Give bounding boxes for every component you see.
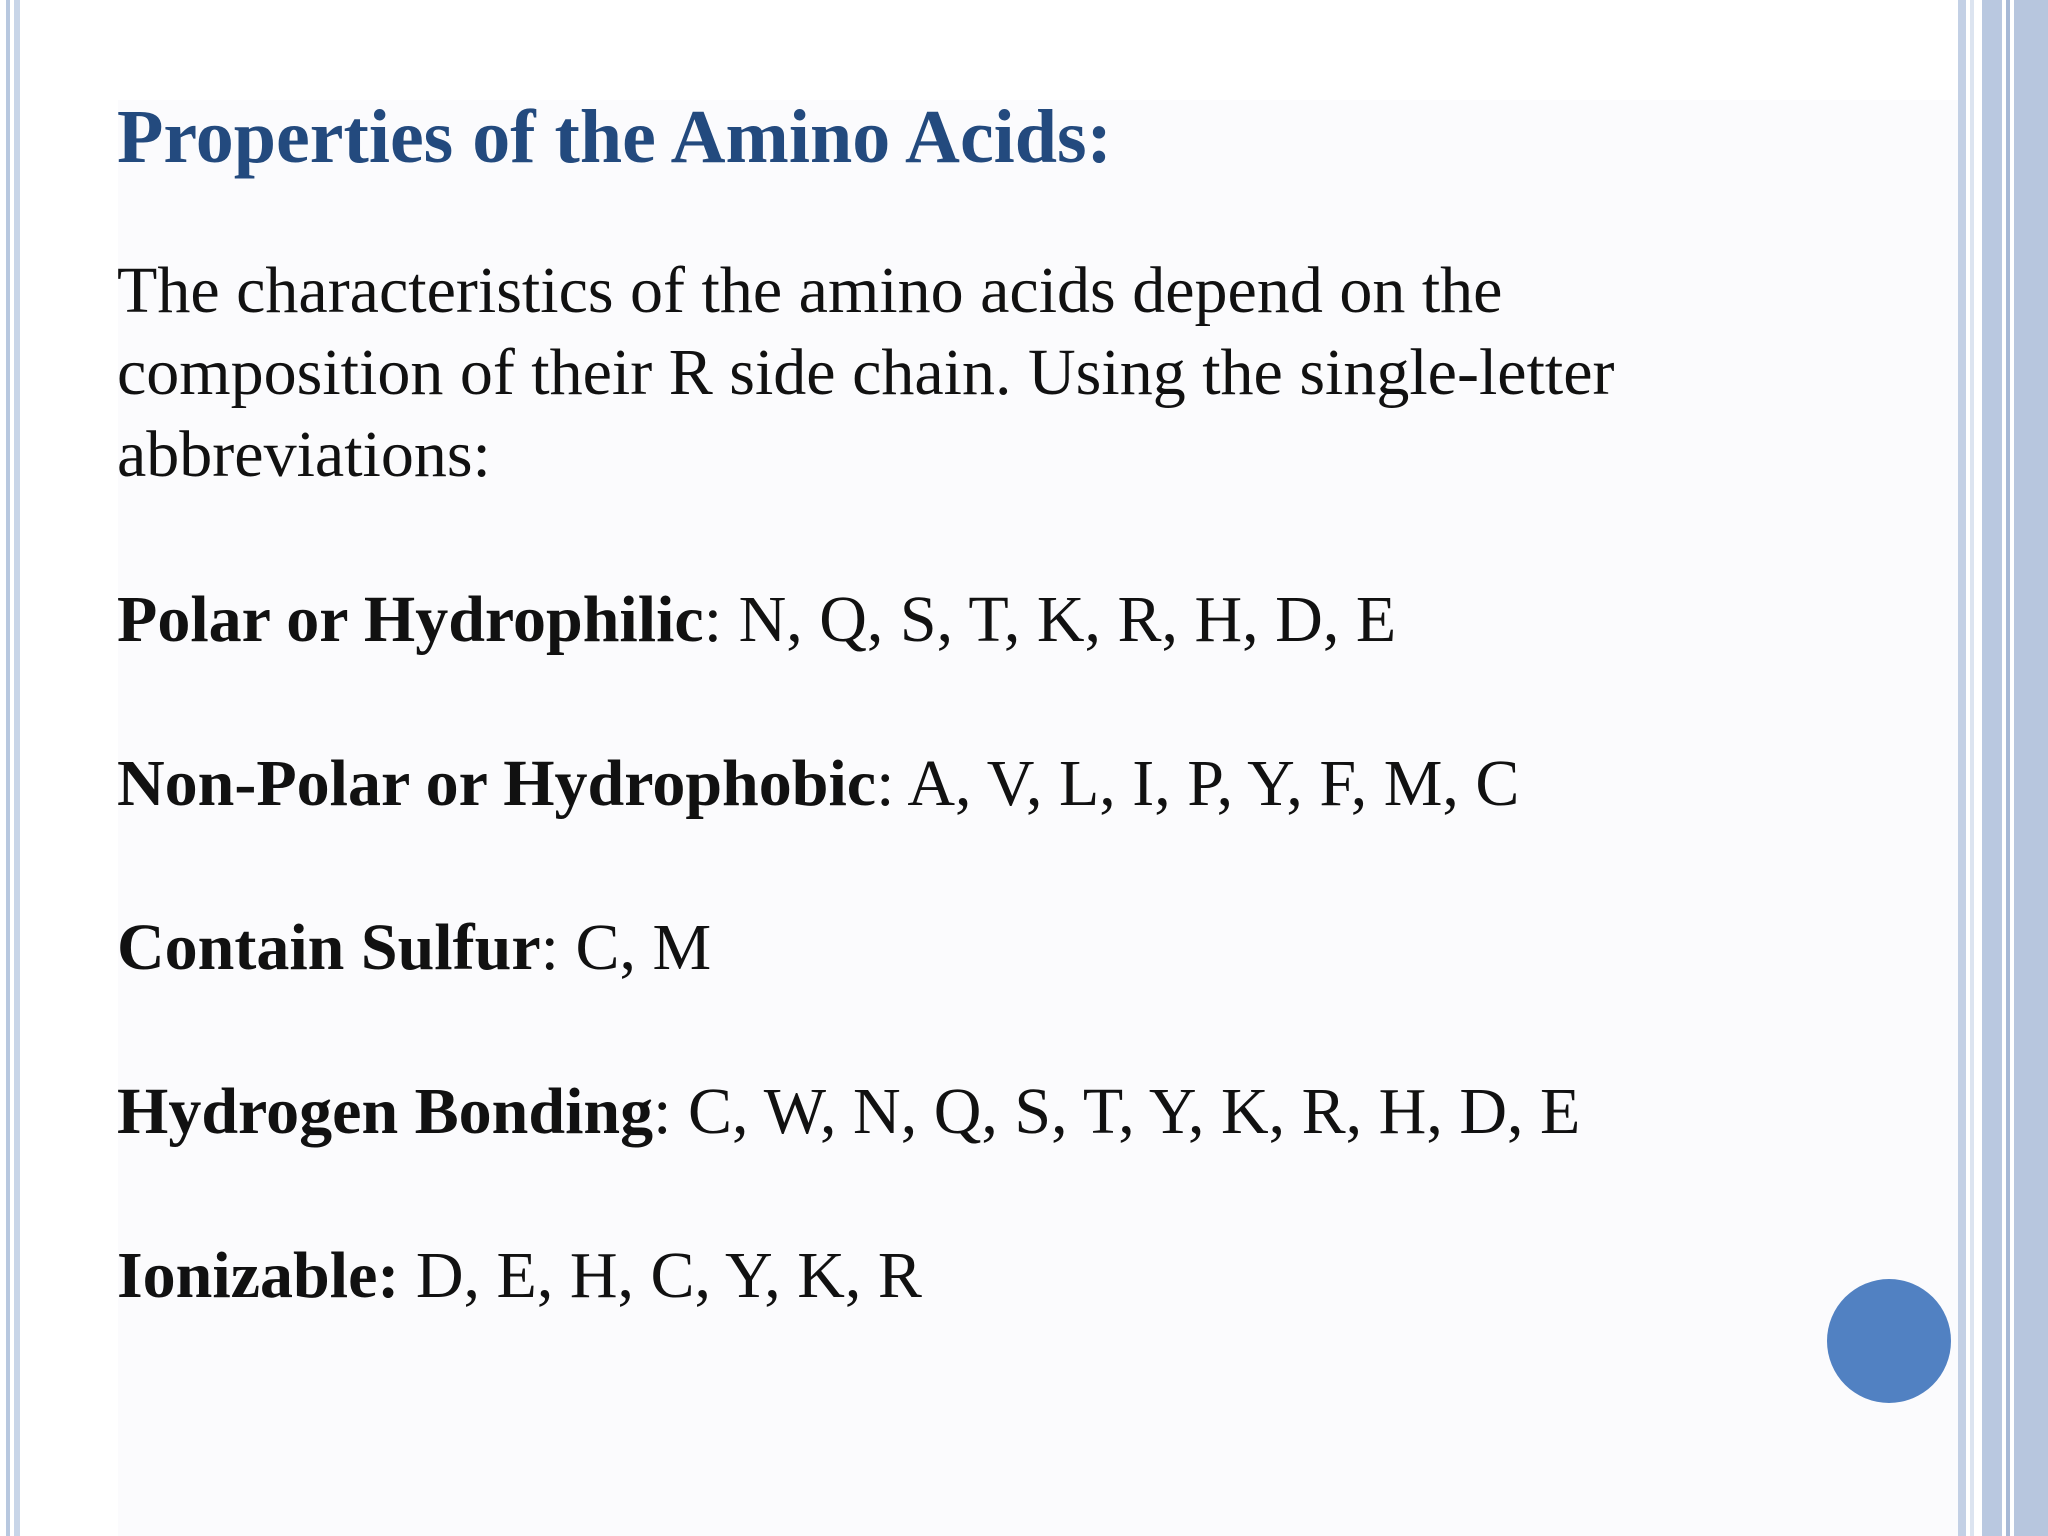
property-line-ionizable [117,1235,922,1317]
property-separator: : [876,747,908,820]
decorative-circle [1827,1279,1951,1403]
property-label: Non-Polar or Hydrophobic [117,747,877,820]
property-line-hydrogen-bonding [117,1071,1580,1153]
property-separator [399,1239,416,1312]
property-values: N, Q, S, T, K, R, H, D, E [738,583,1397,656]
right-border-stripe [2014,0,2048,1536]
right-border-stripe [1958,0,1966,1536]
property-label: Hydrogen Bonding [117,1075,654,1148]
slide-title: Properties of the Amino Acids: [117,95,1112,179]
property-label: Contain Sulfur [117,911,541,984]
property-values: D, E, H, C, Y, K, R [415,1239,922,1312]
property-label: Ionizable: [117,1239,400,1312]
left-border-line [6,0,10,1536]
property-line-nonpolar [117,743,1519,825]
right-border-stripe [2006,0,2010,1536]
property-values: C, M [575,911,712,984]
property-separator: : [540,911,576,984]
right-border-stripe [1970,0,1974,1536]
right-border-stripe [1982,0,2002,1536]
property-values: A, V, L, I, P, Y, F, M, C [907,747,1520,820]
intro-paragraph: The characteristics of the amino acids depend on the composition of their R side chain. Using the single-letter abbreviations: [117,254,1615,491]
property-line-sulfur [117,907,711,989]
property-separator: : [703,583,739,656]
property-label: Polar or Hydrophilic [117,583,704,656]
left-border-line [14,0,20,1536]
property-separator: : [653,1075,688,1148]
property-line-polar [117,579,1396,661]
property-values: C, W, N, Q, S, T, Y, K, R, H, D, E [687,1075,1581,1148]
